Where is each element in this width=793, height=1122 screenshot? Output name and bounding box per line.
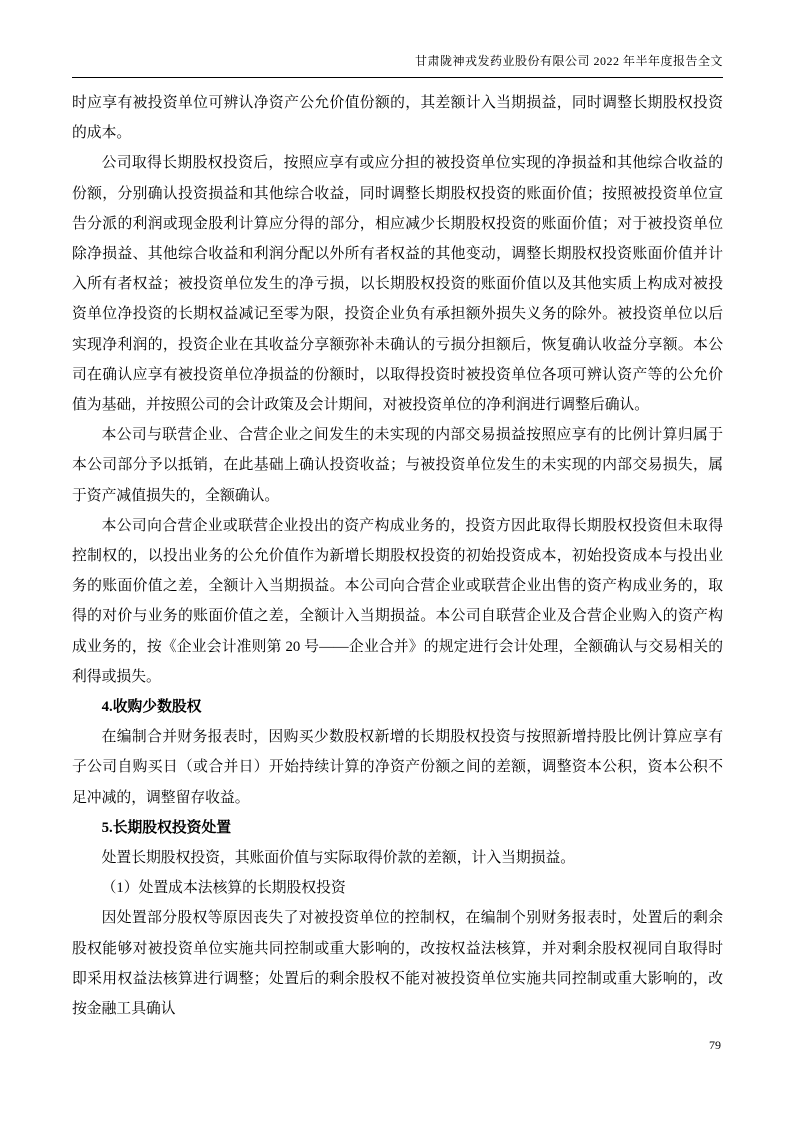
section-heading-5: 5.长期股权投资处置	[101, 819, 232, 836]
body-paragraph-continuation: 时应享有被投资单位可辨认净资产公允价值份额的，其差额计入当期损益，同时调整长期股权投资的成本。	[72, 95, 723, 142]
body-paragraph: 处置长期股权投资，其账面价值与实际取得价款的差额，计入当期损益。	[101, 850, 576, 867]
body-paragraph: 因处置部分股权等原因丧失了对被投资单位的控制权，在编制个别财务报表时，处置后的剩余股权能够对被投资单位实施共同控制或重大影响的，改按权益法核算，并对剩余股权视同自取得时即采用权益法核算进行调整；处置后的剩余股权不能对被投资单位实施共同控制或重大影响的，改按金融工具确认	[72, 910, 723, 1018]
subsection-heading-1: （1）处置成本法核算的长期股权投资	[101, 880, 346, 897]
body-paragraph: 本公司向合营企业或联营企业投出的资产构成业务的，投资方因此取得长期股权投资但未取得控制权的，以投出业务的公允价值作为新增长期股权投资的初始投资成本，初始投资成本与投出业务的账面价值之差，全额计入当期损益。本公司向合营企业或联营企业出售的资产构成业务的，取得的对价与业务的账面价值之差，全额计入当期损益。本公司自联营企业及合营企业购入的资产构成业务的，按《企业会计准则第 20 号——企业合并》的规定进行会计处理，全额确认与交易相关的利得或损失。	[72, 517, 723, 685]
section-heading-4: 4.收购少数股权	[101, 699, 202, 716]
body-paragraph: 本公司与联营企业、合营企业之间发生的未实现的内部交易损益按照应享有的比例计算归属于本公司部分予以抵销，在此基础上确认投资收益；与被投资单位发生的未实现的内部交易损失，属于资产减值损失的，全额确认。	[72, 427, 723, 504]
body-paragraph: 在编制合并财务报表时，因购买少数股权新增的长期股权投资与按照新增持股比例计算应享有子公司自购买日（或合并日）开始持续计算的净资产份额之间的差额，调整资本公积，资本公积不足冲减的，调整留存收益。	[72, 729, 723, 806]
page-number: 79	[709, 1038, 721, 1052]
document-body	[72, 88, 723, 1024]
body-paragraph: 公司取得长期股权投资后，按照应享有或应分担的被投资单位实现的净损益和其他综合收益的份额，分别确认投资损益和其他综合收益，同时调整长期股权投资的账面价值；按照被投资单位宣告分派的利润或现金股利计算应分得的部分，相应减少长期股权投资的账面价值；对于被投资单位除净损益、其他综合收益和利润分配以外所有者权益的其他变动，调整长期股权投资账面价值并计入所有者权益；被投资单位发生的净亏损，以长期股权投资的账面价值以及其他实质上构成对被投资单位净投资的长期权益减记至零为限，投资企业负有承担额外损失义务的除外。被投资单位以后实现净利润的，投资企业在其收益分享额弥补未确认的亏损分担额后，恢复确认收益分享额。本公司在确认应享有被投资单位净损益的份额时，以取得投资时被投资单位各项可辨认资产等的公允价值为基础，并按照公司的会计政策及会计期间，对被投资单位的净利润进行调整后确认。	[72, 155, 723, 414]
page-header-title: 甘肃陇神戎发药业股份有限公司 2022 年半年度报告全文	[72, 52, 723, 78]
